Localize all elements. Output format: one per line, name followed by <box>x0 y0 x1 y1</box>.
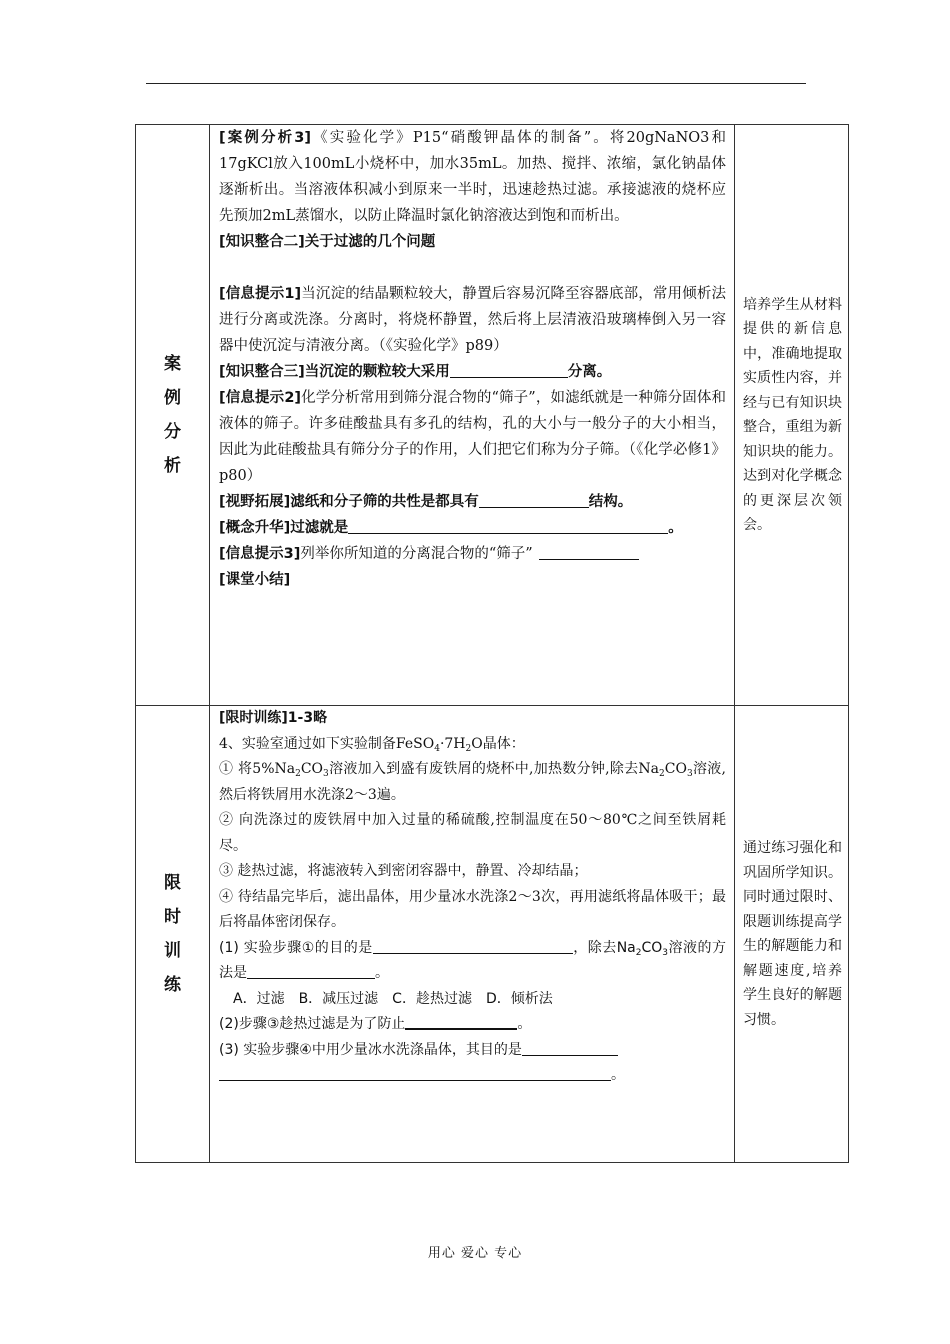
timed-practice-content <box>210 706 735 1163</box>
answer-blank[interactable] <box>219 1064 611 1081</box>
timed-practice-label: 限 时 训 练 <box>136 706 210 1163</box>
step-2: ② 向洗涤过的废铁屑中加入过量的稀硫酸,控制温度在50～80℃之间至铁屑耗尽。 <box>219 812 726 854</box>
answer-blank[interactable] <box>405 1012 517 1030</box>
answer-blank[interactable] <box>539 543 639 560</box>
answer-blank[interactable] <box>247 962 375 979</box>
step-4: ④ 待结晶完毕后，滤出晶体，用少量冰水洗涤2～3次，再用滤纸将晶体吸干；最后将晶体密闭保存。 <box>219 888 726 930</box>
case-analysis-row <box>136 125 849 706</box>
practice-title: [限时训练]1-3略 <box>219 710 328 726</box>
answer-blank[interactable] <box>522 1039 618 1056</box>
sub-question-1: (1) 实验步骤①的目的是 ，除去$Na_2CO_3$溶液的方法是 。 <box>219 936 726 987</box>
info-hint-2: [信息提示2]化学分析常用到筛分混合物的“筛子”，如滤纸就是一种筛分固体和液体的筛子。许多硅酸盐具有多孔的结构，孔的大小与一般分子的大小相当，因此为此硅酸盐具有筛分分子的作用，人们把它们称为分子筛。（《化学必修1》p80） <box>219 390 727 484</box>
lesson-table <box>135 124 849 1163</box>
case-analysis-content <box>210 125 735 706</box>
answer-blank[interactable] <box>450 361 568 378</box>
step-1: ① 将$5\%Na_2CO_3$溶液加入到盛有废铁屑的烧杯中,加热数分钟,除去$Na_2CO_3$溶液,然后将铁屑用水洗涤2～3遍。 <box>219 761 726 803</box>
answer-blank[interactable] <box>373 937 573 954</box>
case-analysis-label: 案 例 分 析 <box>136 125 210 706</box>
class-summary: [课堂小结] <box>219 572 291 588</box>
case-analysis-paragraph: [案例分析3]《实验化学》P15“硝酸钾晶体的制备”。将20gNaNO3和17gKCl放入100mL小烧杯中，加水35mL。加热、搅拌、浓缩，氯化钠晶体逐渐析出。当溶液体积减小到原来一半时，迅速趁热过滤。承接滤液的烧杯应先预加2mL蒸馏水，以防止降温时氯化钠溶液达到饱和而析出。 <box>219 130 726 224</box>
page-footer: 用心 爱心 专心 <box>427 1246 523 1261</box>
info-hint-3: [信息提示3]列举你所知道的分离混合物的“筛子” <box>219 541 726 567</box>
timed-practice-row <box>136 706 849 1163</box>
answer-blank[interactable] <box>348 517 668 534</box>
sub-question-2: (2)步骤③趁热过滤是为了防止 。 <box>219 1012 726 1038</box>
question-4: 4、实验室通过如下实验制备$FeSO_4\cdot 7H_2O$晶体： <box>219 735 525 754</box>
view-expansion: [视野拓展]滤纸和分子筛的共性是都具有 结构。 <box>219 489 726 515</box>
step-3: ③ 趁热过滤，将滤液转入到密闭容器中，静置、冷却结晶； <box>219 863 588 879</box>
header-rule <box>146 83 806 84</box>
info-hint-1: [信息提示1]当沉淀的结晶颗粒较大，静置后容易沉降至容器底部，常用倾析法进行分离或洗涤。分离时，将烧杯静置，然后将上层清液沿玻璃棒倒入另一容器中使沉淀与清液分离。（《实验化学》p89） <box>219 286 727 354</box>
answer-options: A．过滤 B．减压过滤 C．趁热过滤 D．倾析法 <box>233 990 553 1007</box>
sub-question-3: (3) 实验步骤④中用少量冰水洗涤晶体，其目的是 。 <box>219 1038 726 1089</box>
timed-practice-note: 通过练习强化和巩固所学知识。同时通过限时、限题训练提高学生的解题能力和解题速度,培养学生良好的解题习惯。 <box>735 706 849 1163</box>
case-analysis-note: 培养学生从材料提供的新信息中，准确地提取实质性内容，并经与已有知识块整合，重组为新知识块的能力。达到对化学概念的更深层次领会。 <box>735 125 849 706</box>
knowledge-integration-3: [知识整合三]当沉淀的颗粒较大采用 分离。 <box>219 359 726 385</box>
knowledge-integration-2: [知识整合二]关于过滤的几个问题 <box>219 234 436 250</box>
concept-sublimation: [概念升华]过滤就是 。 <box>219 515 726 541</box>
answer-blank[interactable] <box>479 491 589 508</box>
